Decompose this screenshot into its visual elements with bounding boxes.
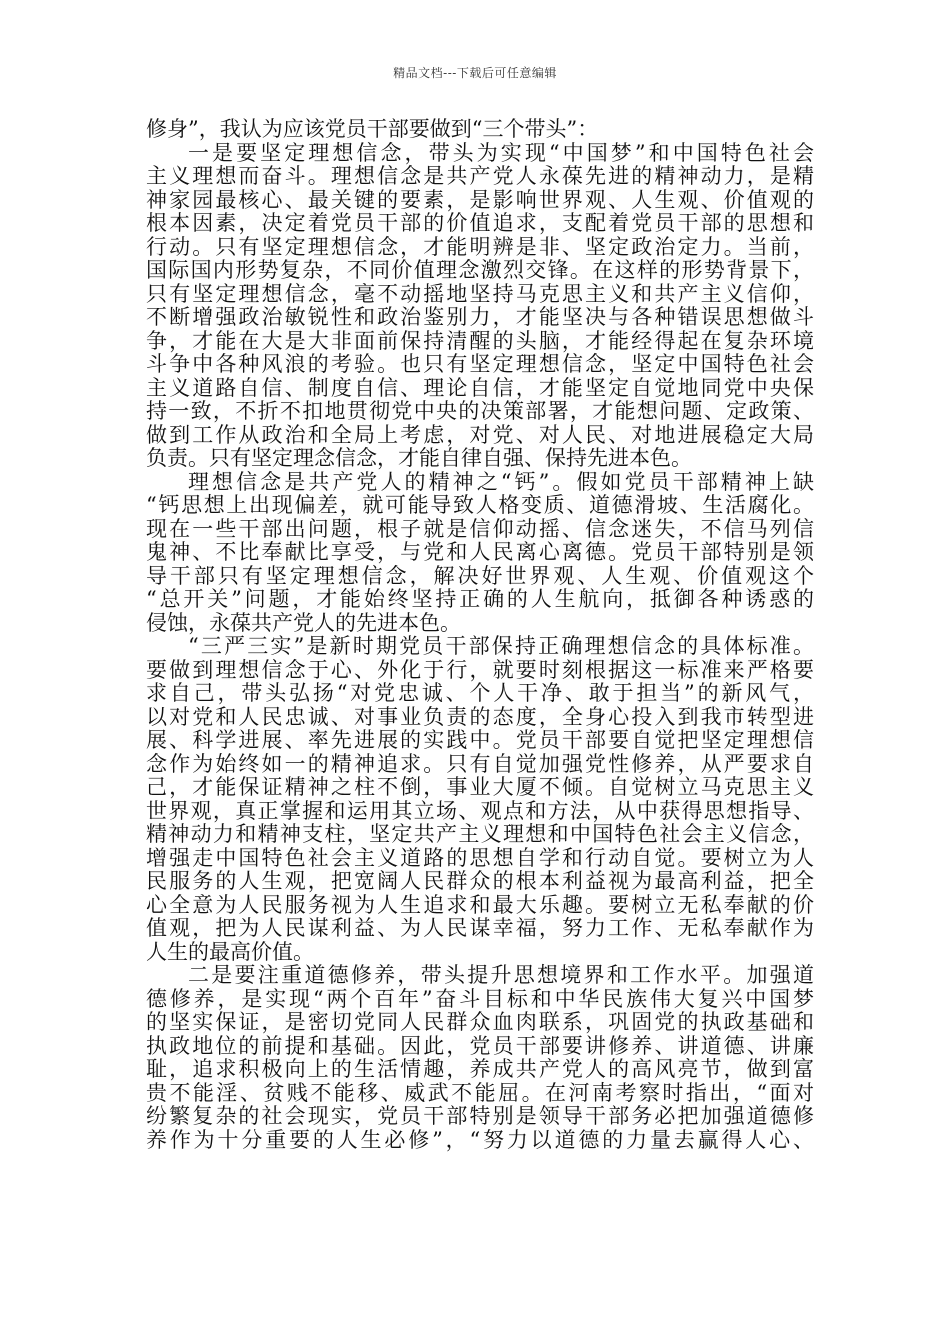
text-line: 侵蚀，永葆共产党人的先进本色。	[146, 610, 461, 635]
text-line: 精神动力和精神支柱，坚定共产主义理想和中国特色社会主义信念，	[146, 822, 814, 846]
text-line: 养作为十分重要的人生必修”，“努力以道德的力量去赢得人心、	[146, 1127, 814, 1152]
text-line: “三严三实”是新时期党员干部保持正确理想信念的具体标准。	[188, 634, 814, 658]
text-line: 纷繁复杂的社会现实，党员干部特别是领导干部务必把加强道德修	[146, 1104, 814, 1128]
text-line: 导干部只有坚定理想信念，解决好世界观、人生观、价值观这个	[146, 563, 814, 588]
document-body	[146, 118, 814, 1152]
text-line: 一是要坚定理想信念，带头为实现“中国梦”和中国特色社会	[188, 140, 814, 165]
text-line: 二是要注重道德修养，带头提升思想境界和工作水平。加强道	[188, 963, 814, 987]
text-line: 主义理想而奋斗。理想信念是共产党人永葆先进的精神动力，是精	[146, 164, 814, 188]
text-line: 耻，追求积极向上的生活情趣，养成共产党人的高风亮节，做到富	[146, 1057, 814, 1081]
text-line: “钙思想上出现偏差，就可能导致人格变质、道德滑坡、生活腐化。	[146, 493, 814, 517]
text-line: 持一致，不折不扣地贯彻党中央的决策部署，才能想问题、定政策、	[146, 399, 814, 423]
text-line: 不断增强政治敏锐性和政治鉴别力，才能坚决与各种错误思想做斗	[146, 305, 814, 329]
text-line: 贵不能淫、贫贱不能移、威武不能屈。在河南考察时指出，“面对	[146, 1080, 814, 1105]
text-line: 争，才能在大是大非面前保持清醒的头脑，才能经得起在复杂环境	[146, 328, 814, 353]
text-line: 理想信念是共产党人的精神之“钙”。假如党员干部精神上缺	[188, 469, 814, 494]
page-header: 精品文档---下载后可任意编辑	[393, 66, 557, 80]
text-line: 斗争中各种风浪的考验。也只有坚定理想信念，坚定中国特色社会	[146, 352, 814, 376]
text-line: “总开关”问题，才能始终坚持正确的人生航向，抵御各种诱惑的	[146, 587, 814, 611]
text-line: 执政地位的前提和基础。因此，党员干部要讲修养、讲道德、讲廉	[146, 1033, 814, 1058]
text-line: 根本因素，决定着党员干部的价值追求，支配着党员干部的思想和	[146, 211, 814, 235]
text-line: 己，才能保证精神之柱不倒，事业大厦不倾。自觉树立马克思主义	[146, 775, 814, 799]
text-line: 国际国内形势复杂，不同价值理念激烈交锋。在这样的形势背景下，	[146, 258, 814, 282]
text-line: 神家园最核心、最关键的要素，是影响世界观、人生观、价值观的	[146, 187, 814, 212]
text-line: 值观，把为人民谋利益、为人民谋幸福，努力工作、无私奉献作为	[146, 916, 814, 940]
text-line: 要做到理想信念于心、外化于行，就要时刻根据这一标准来严格要	[146, 657, 814, 682]
text-line: 德修养，是实现“两个百年”奋斗目标和中华民族伟大复兴中国梦	[146, 986, 814, 1011]
text-line: 以对党和人民忠诚、对事业负责的态度，全身心投入到我市转型进	[146, 704, 814, 729]
text-line: 心全意为人民服务视为人生追求和最大乐趣。要树立无私奉献的价	[146, 892, 814, 917]
text-line: 现在一些干部出问题，根子就是信仰动摇、信念迷失，不信马列信	[146, 516, 814, 541]
text-line: 做到工作从政治和全局上考虑，对党、对人民、对地进展稳定大局	[146, 422, 814, 447]
text-line: 主义道路自信、制度自信、理论自信，才能坚定自觉地同党中央保	[146, 375, 814, 400]
text-line: 民服务的人生观，把宽阔人民群众的根本利益视为最高利益，把全	[146, 869, 814, 893]
text-line: 的坚实保证，是密切党同人民群众血肉联系，巩固党的执政基础和	[146, 1010, 814, 1034]
text-line: 念作为始终如一的精神追求。只有自觉加强党性修养，从严要求自	[146, 751, 814, 776]
text-line: 世界观，真正掌握和运用其立场、观点和方法，从中获得思想指导、	[146, 798, 814, 823]
text-line: 增强走中国特色社会主义道路的思想自学和行动自觉。要树立为人	[146, 845, 814, 870]
text-line: 修身”，我认为应该党员干部要做到“三个带头”：	[146, 117, 599, 141]
text-line: 人生的最高价值。	[146, 939, 314, 964]
text-line: 鬼神、不比奉献比享受，与党和人民离心离德。党员干部特别是领	[146, 540, 814, 564]
text-line: 求自己，带头弘扬“对党忠诚、个人干净、敢于担当”的新风气，	[146, 681, 814, 705]
text-line: 只有坚定理想信念，毫不动摇地坚持马克思主义和共产主义信仰，	[146, 281, 814, 306]
text-line: 展、科学进展、率先进展的实践中。党员干部要自觉把坚定理想信	[146, 728, 814, 752]
text-line: 行动。只有坚定理想信念，才能明辨是非、坚定政治定力。当前，	[146, 234, 814, 259]
text-line: 负责。只有坚定理念信念，才能自律自强、保持先进本色。	[146, 446, 692, 470]
